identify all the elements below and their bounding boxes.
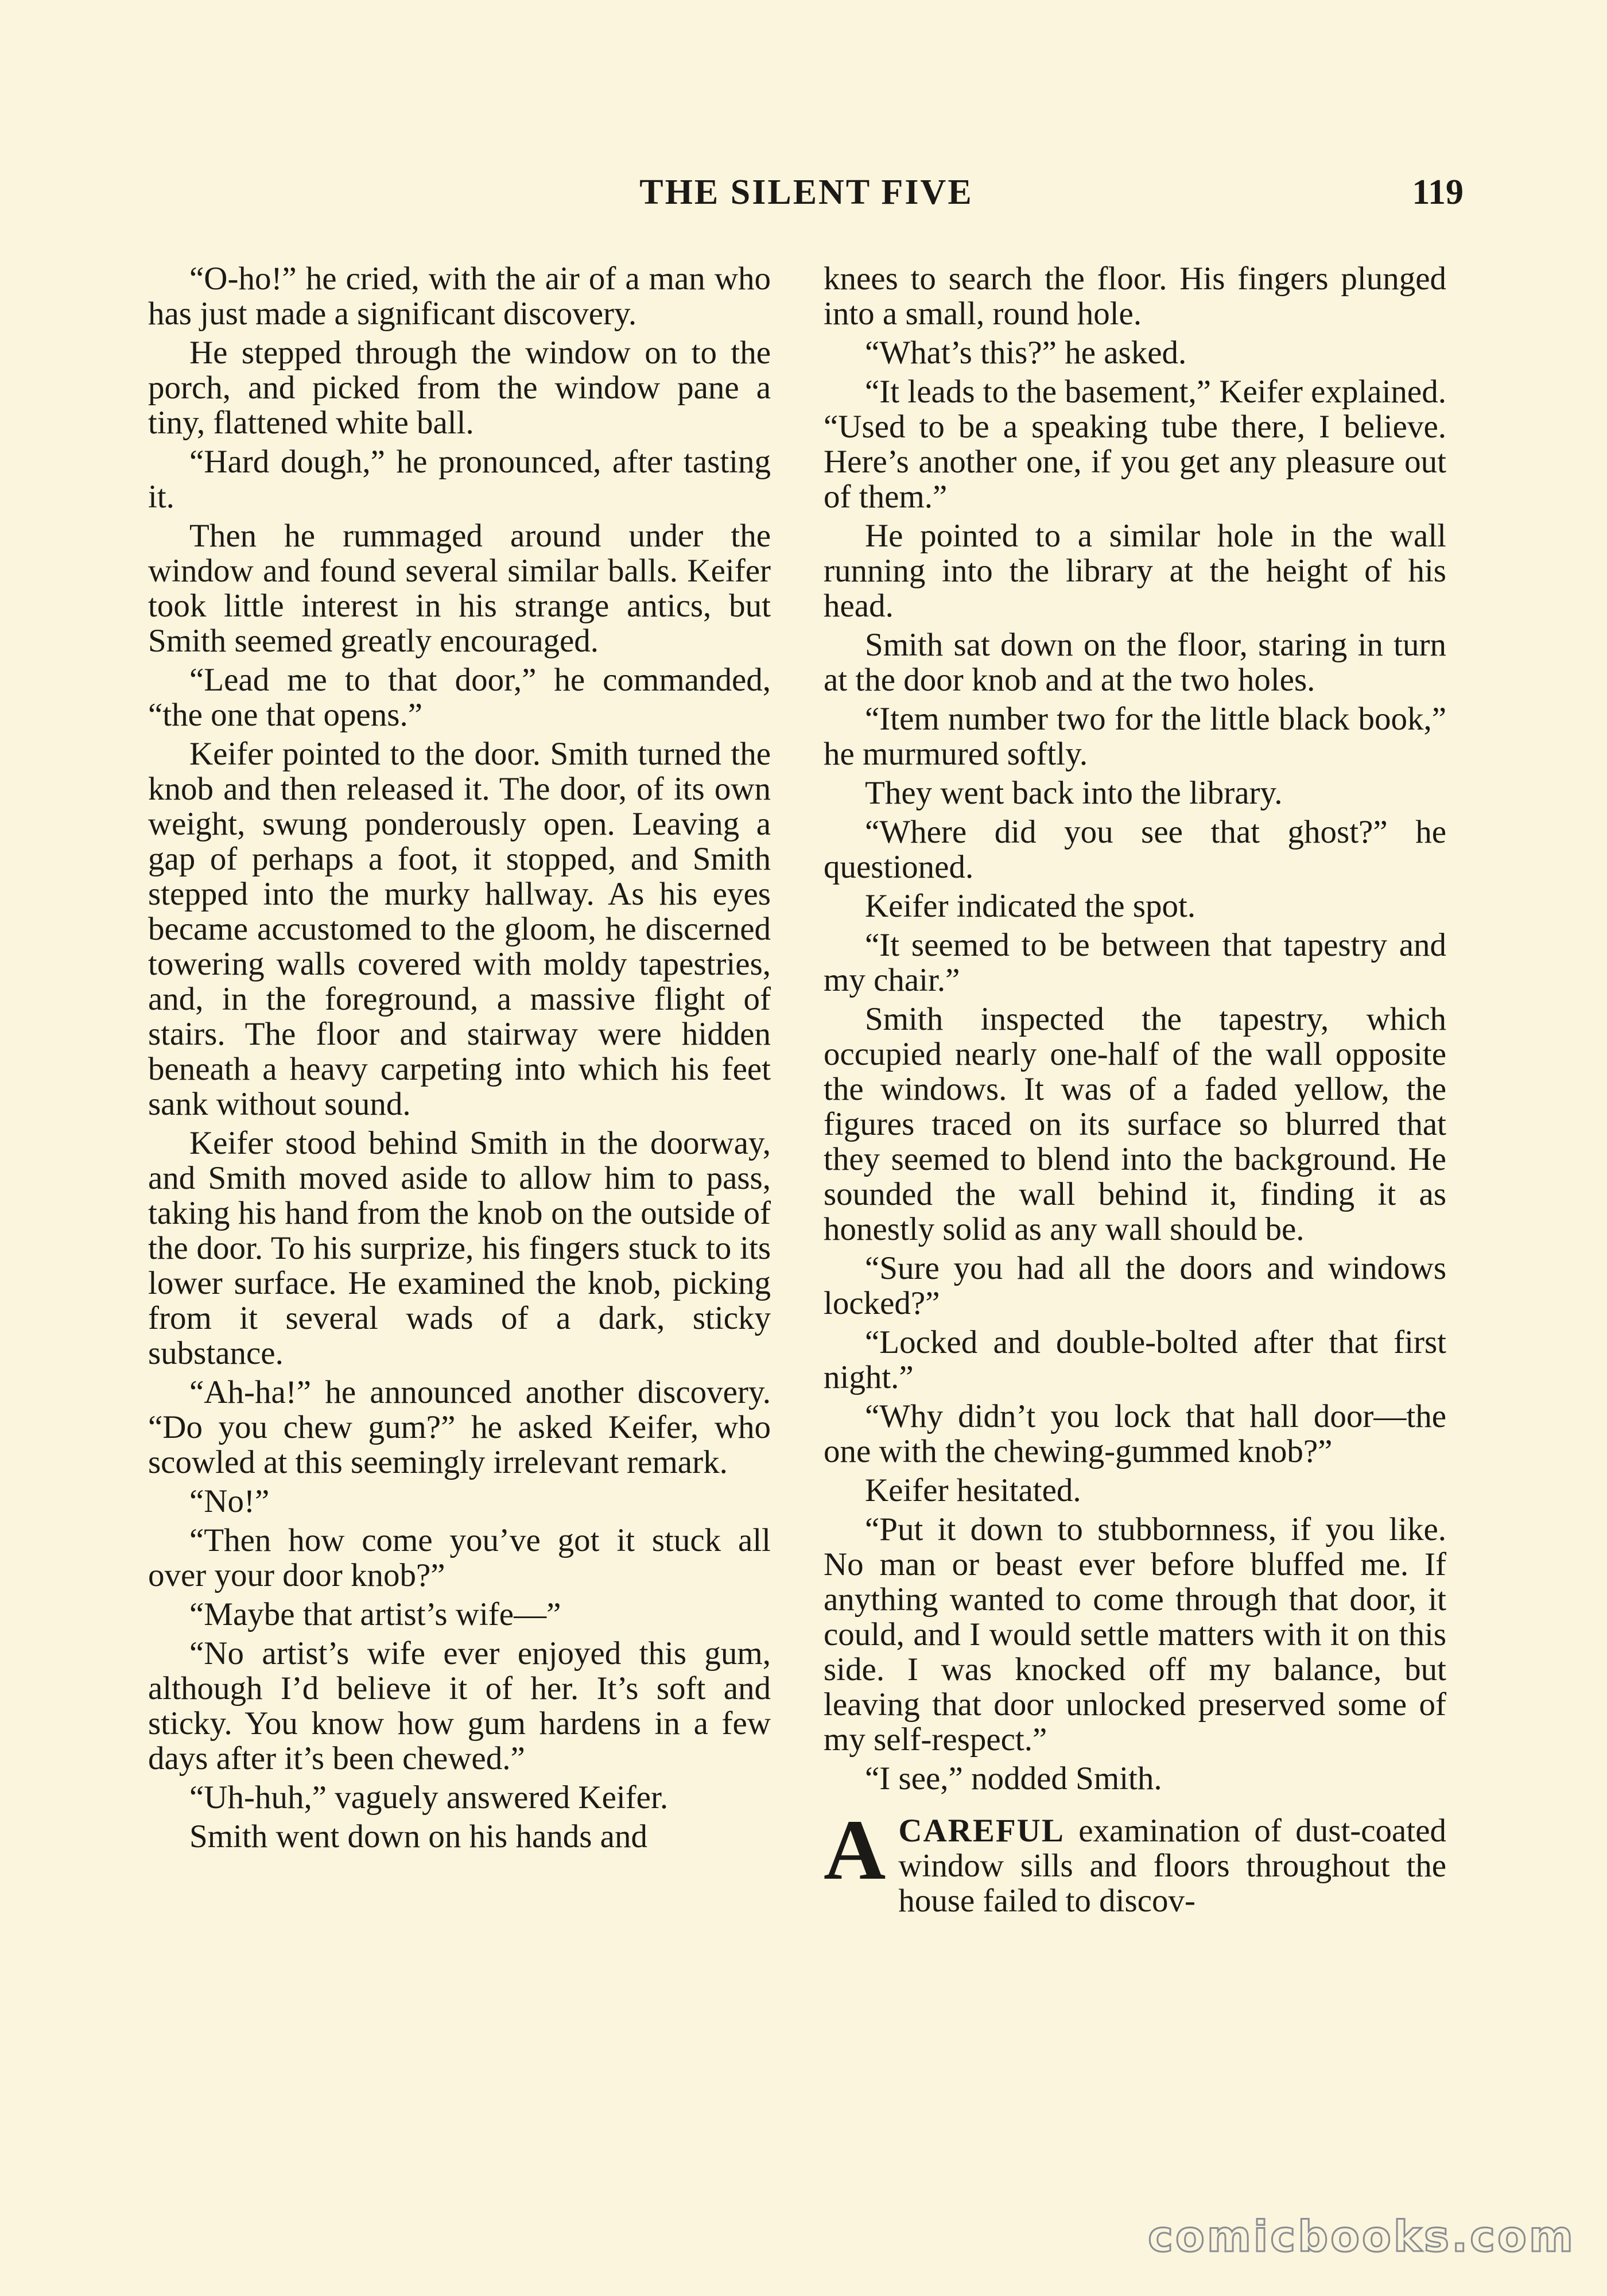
watermark: comicbooks.com [1148, 2212, 1575, 2262]
paragraph: Smith went down on his hands and [189, 1818, 647, 1855]
paragraph: Keifer pointed to the door. Smith turned the knob and then released it. The door, of its own weight, swung ponderously open. Leaving a gap of perhaps a foot, it stopped, and Smith stepped into the murky hallway. As his eyes became accustomed to the gloom, he discerned towering walls covered with moldy tapestries, and, in the foreground, a massive flight of stairs. The floor and stairway were hidden beneath a heavy carpeting into which his feet sank without sound. [148, 736, 771, 1122]
running-title: THE SILENT FIVE [639, 173, 973, 212]
paragraph: “No!” [189, 1483, 270, 1519]
paragraph: “Where did you see that ghost?” he questioned. [824, 814, 1446, 885]
paragraph: Smith sat down on the floor, staring in turn at the door knob and at the two holes. [824, 627, 1446, 698]
lead-words: CAREFUL [898, 1813, 1065, 1849]
paragraph: “Ah-ha!” he announced another discovery. “Do you chew gum?” he asked Keifer, who scowled at this seemingly irrelevant remark. [148, 1374, 771, 1480]
paragraph: “Lead me to that door,” he commanded, “the one that opens.” [148, 662, 771, 733]
paragraph: He stepped through the window on to the porch, and picked from the window pane a tiny, flattened white ball. [148, 335, 771, 441]
paragraph: “Why didn’t you lock that hall door—the one with the chewing-gummed knob?” [824, 1398, 1446, 1469]
paragraph: “Maybe that artist’s wife—” [189, 1596, 561, 1632]
paragraph: “No artist’s wife ever enjoyed this gum, although I’d believe it of her. It’s soft and sticky. You know how gum hardens in a few days after it’s been chewed.” [148, 1635, 771, 1777]
paragraph: “It leads to the basement,” Keifer explained. “Used to be a speaking tube there, I believe. Here’s another one, if you get any pleasure out of them.” [824, 374, 1446, 515]
paragraph: “It seemed to be between that tapestry and my chair.” [824, 927, 1446, 998]
paragraph: “Put it down to stubbornness, if you like. No man or beast ever before bluffed me. If anything wanted to come through that door, it could, and I would settle matters with it on this side. I was knocked off my balance, but leaving that door unlocked preserved some of my self-respect.” [824, 1511, 1446, 1758]
paragraph: “O-ho!” he cried, with the air of a man who has just made a significant discovery. [148, 261, 771, 332]
paragraph: “Hard dough,” he pronounced, after tasting it. [148, 444, 771, 515]
right-column [824, 261, 1446, 1922]
paragraph: Keifer stood behind Smith in the doorway, and Smith moved aside to allow him to pass, taking his hand from the knob on the outside of the door. To his surprize, his fingers stuck to its lower surface. He examined the knob, picking from it several wads of a dark, sticky substance. [148, 1125, 771, 1371]
paragraph: They went back into the library. [865, 775, 1283, 811]
paragraph: “I see,” nodded Smith. [865, 1760, 1162, 1797]
paragraph: Keifer indicated the spot. [865, 888, 1196, 924]
page-number: 119 [1412, 173, 1464, 212]
paragraph: “Uh-huh,” vaguely answered Keifer. [189, 1779, 669, 1816]
paragraph: “Item number two for the little black book,” he murmured softly. [824, 701, 1446, 772]
paragraph: He pointed to a similar hole in the wall running into the library at the height of his head. [824, 518, 1446, 624]
paragraph: Then he rummaged around under the window and found several similar balls. Keifer took little interest in his strange antics, but Smith seemed greatly encouraged. [148, 518, 771, 659]
drop-cap: A [824, 1802, 886, 1898]
paragraph: “Locked and double-bolted after that first night.” [824, 1324, 1446, 1395]
left-column [148, 261, 771, 1858]
paragraph: Smith inspected the tapestry, which occupied nearly one-half of the wall opposite the windows. It was of a faded yellow, the figures traced on its surface so blurred that they seemed to blend into the background. He sounded the wall behind it, finding it as honestly solid as any wall should be. [824, 1001, 1446, 1247]
paragraph: knees to search the floor. His fingers plunged into a small, round hole. [824, 261, 1446, 332]
page-header [149, 172, 1464, 224]
paragraph: Keifer hesitated. [865, 1472, 1081, 1508]
section-text: examination of dust-coated window sills and floors throughout the house failed to discov- [898, 1813, 1446, 1919]
paragraph: “What’s this?” he asked. [865, 335, 1187, 371]
section-opening-paragraph [824, 1802, 1446, 1919]
paragraph: “Sure you had all the doors and windows locked?” [824, 1250, 1446, 1321]
paragraph: “Then how come you’ve got it stuck all over your door knob?” [148, 1522, 771, 1593]
